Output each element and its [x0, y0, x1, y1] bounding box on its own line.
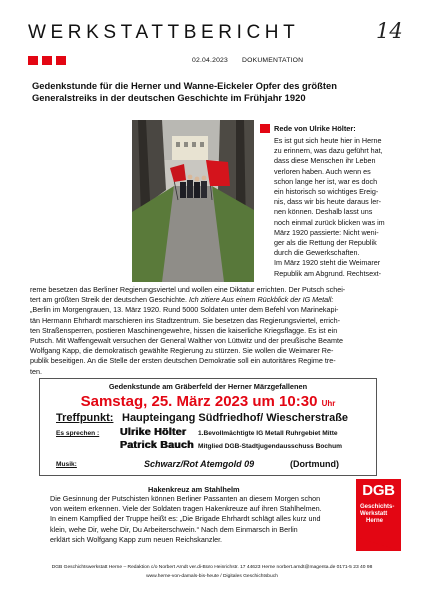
speaker-role: 1.Bevollmächtigte IG Metall Ruhrgebiet Mitte	[198, 430, 338, 437]
text-line: ten.	[30, 366, 42, 376]
text-line: schon lange her ist, war es doch	[274, 176, 378, 186]
red-square-icon	[42, 56, 52, 65]
text-line: Im März 1920 steht die Weimarer	[274, 258, 381, 268]
footer-contact: DGB Geschichtswerkstatt Herne – Redaktion c/o Norbert Arndt ver.di-Büro Heinrichstr. 17 44623 Herne norbert.arndt@magenta.de 0171-5 23 40 98	[51, 565, 373, 570]
dgb-logo	[356, 479, 401, 551]
article-headline	[32, 80, 398, 104]
music-label: Musik:	[56, 461, 77, 468]
section-body	[50, 494, 322, 545]
speakers-label: Es sprechen :	[56, 430, 100, 437]
text-line: Es ist gut sich heute hier in Herne	[274, 136, 382, 145]
text-line: Wolfgang Kapp, die demokratisch gewählte Regierung zu stürzen. Sie wollen die Weimarer Re-	[30, 346, 334, 356]
event-date-text: Samstag, 25. März 2023 um 10:30	[80, 393, 318, 410]
logo-sub-line: Herne	[366, 518, 384, 525]
logo-sub-line: Geschichts-	[360, 504, 395, 510]
text-line: zu erinnern, was dazu geführt hat,	[274, 146, 383, 156]
headline-line: Gedenkstunde für die Herner und Wanne-Eickeler Opfer des größten	[32, 80, 337, 91]
masthead	[28, 19, 408, 43]
meeting-label: Treffpunkt:	[56, 412, 114, 424]
article-photo	[132, 120, 254, 282]
text-line: Putsch. Mit Waffengewalt versuchen der General Walther von Lüttwitz und der preußische Beamte	[30, 336, 343, 346]
text-line: verloren haben. Auch wenn es	[274, 166, 371, 176]
event-time-suffix: Uhr	[321, 399, 336, 408]
logo-sub-line: Werkstatt	[360, 511, 388, 518]
music-band: Schwarz/Rot Atemgold 09	[144, 459, 255, 469]
text-line: In einem Kampflied der Truppe heißt es: „Die Brigade Ehrhardt schlägt alles kurz und	[50, 514, 321, 524]
section-heading: Hakenkreuz am Stahlhelm	[148, 485, 240, 494]
text-line: von weitem erkennen. Viele der Soldaten tragen Hakenkreuze auf ihren Stahlhelmen.	[50, 504, 322, 514]
text-line: ten Straßensperren, postieren Maschinengewehre, hissen die kaiserliche Kriegsflagge. Es ist ein	[30, 325, 338, 335]
footer-website: www.herne-von-damals-bis-heute / Digitales Geschichtsbuch	[146, 574, 278, 579]
text-line: nen können. Deshalb lasst uns	[274, 207, 373, 217]
publication-title: WERKSTATTBERICHT	[28, 22, 300, 43]
event-announcement	[39, 378, 377, 476]
text-line	[30, 295, 345, 305]
event-date	[40, 393, 376, 410]
issue-date: 02.04.2023	[192, 57, 229, 64]
red-square-icon	[56, 56, 66, 65]
text-line: erklärt sich Wolfgang Kapp zum neuen Reichskanzler.	[50, 534, 223, 544]
speaker-role: Mitglied DGB-Stadtjugendausschuss Bochum	[198, 443, 342, 450]
logo-subtitle	[360, 504, 394, 526]
music-city: (Dortmund)	[290, 459, 339, 469]
article-body	[30, 285, 345, 377]
text-line: publik beseitigen. An die Stelle der ersten deutschen Demokratie soll ein autoritäres Regime tre-	[30, 356, 336, 366]
speaker-name: Ulrike Hölter	[120, 426, 187, 438]
text-line: Republik am Abgrund. Rechtsext-	[274, 268, 382, 278]
text-line: tän Hermann Ehrhardt marschieren ins Stadtzentrum. Sie besetzen das Regierungsviertel, errich-	[30, 315, 341, 325]
text-line: noch einmal zurück blicken was im	[274, 217, 385, 227]
text-line: März 1920 passierte: Nicht weni-	[274, 227, 379, 237]
speaker-heading: Rede von Ulrike Hölter:	[274, 124, 356, 133]
issue-number: 14	[376, 19, 403, 43]
article-column	[274, 136, 385, 279]
red-square-icon	[260, 124, 270, 133]
text-line: Die Gesinnung der Putschisten können Berliner Passanten an diesem Morgen schon	[50, 494, 321, 503]
text-line: klein, wehe Dir, wehe Dir, Du Arbeiterschwein.“ Nach dem Einmarsch in Berlin	[50, 524, 298, 534]
headline-line: Generalstreiks in der deutschen Geschichte im Frühjahr 1920	[32, 92, 306, 103]
event-title: Gedenkstunde am Gräberfeld der Herner Märzgefallenen	[108, 382, 308, 391]
text-line: ein historisch so wichtiges Ereig-	[274, 187, 379, 197]
red-square-icon	[28, 56, 38, 65]
text-line: „Berlin im Morgengrauen, 13. März 1920. Rund 5000 Soldaten unter dem Befehl von Marinekapi-	[30, 305, 339, 315]
text-line-start: tert am größten Streik der deutschen Geschichte.	[30, 295, 189, 305]
text-line: dass diese Menschen ihr Leben	[274, 156, 376, 166]
text-line: durch die Gewerkschaften.	[274, 248, 360, 258]
section-label: DOKUMENTATION	[242, 57, 304, 64]
quote-intro: Ich zitiere Aus einem Rückblick der IG Metall:	[189, 295, 334, 305]
text-line: reme besetzen das Berliner Regierungsviertel und wollen eine Diktatur errichten. Der Putsch schei-	[30, 285, 346, 294]
text-line: ger als die Rettung der Republik	[274, 238, 377, 248]
meeting-place: Haupteingang Südfriedhof/ Wiescherstraße	[122, 412, 349, 424]
speaker-name: Patrick Bauch	[120, 439, 194, 451]
logo-brand: DGB	[362, 482, 395, 499]
text-line: nis, dass wir bis heute daraus ler-	[274, 197, 382, 207]
